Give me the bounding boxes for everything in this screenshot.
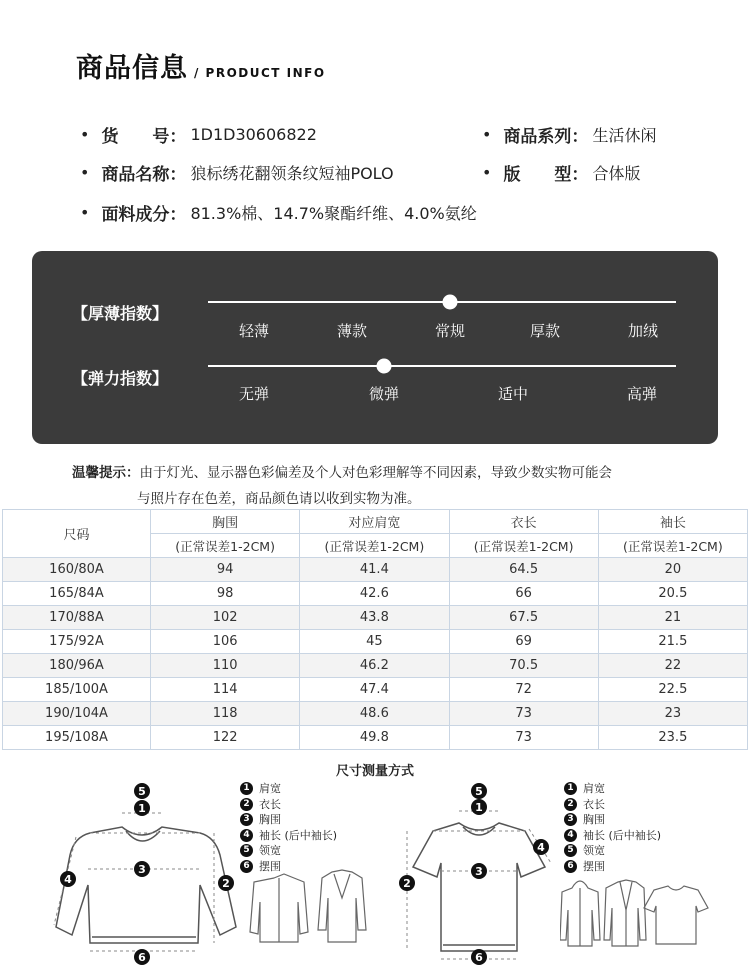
sweater-outline xyxy=(56,827,236,943)
fabric-value: 81.3%棉、14.7%聚酯纤维、4.0%氨纶 xyxy=(190,204,477,223)
table-row xyxy=(3,582,748,606)
table-row xyxy=(3,702,748,726)
size-cell: 165/84A xyxy=(3,582,151,606)
svg-text:2: 2 xyxy=(222,877,230,890)
svg-text:6: 6 xyxy=(475,951,483,964)
tolerance-note: (正常误差1-2CM) xyxy=(300,534,449,558)
legend-number-icon: 3 xyxy=(564,813,577,826)
legend-number-icon: 6 xyxy=(240,860,253,873)
tolerance-note: (正常误差1-2CM) xyxy=(449,534,598,558)
series-label: 商品系列： xyxy=(503,127,589,147)
table-row xyxy=(3,630,748,654)
tshirt-measure-diagram xyxy=(395,775,565,970)
info-item-fabric xyxy=(80,200,477,225)
badge-5-icon xyxy=(134,783,150,799)
measurement-cell: 23.5 xyxy=(598,726,747,750)
elasticity-track xyxy=(208,365,676,367)
measurement-cell: 66 xyxy=(449,582,598,606)
cardigan-icon xyxy=(604,880,646,946)
info-item-series xyxy=(482,122,656,147)
measurement-cell: 69 xyxy=(449,630,598,654)
column-header: 胸围 xyxy=(151,510,300,534)
svg-text:4: 4 xyxy=(64,873,72,886)
badge-3-icon xyxy=(471,863,487,879)
thickness-tick: 加绒 xyxy=(627,322,659,340)
badge-1-icon xyxy=(471,799,487,815)
size-cell: 185/100A xyxy=(3,678,151,702)
legend-text: 领宽 xyxy=(259,844,281,857)
measurement-cell: 45 xyxy=(300,630,449,654)
info-item-fit xyxy=(482,160,640,185)
column-header: 衣长 xyxy=(449,510,598,534)
legend-number-icon: 3 xyxy=(240,813,253,826)
measurement-cell: 94 xyxy=(151,558,300,582)
legend-text: 胸围 xyxy=(259,813,281,826)
legend-number-icon: 5 xyxy=(564,844,577,857)
measurement-cell: 22 xyxy=(598,654,747,678)
svg-text:4: 4 xyxy=(537,841,545,854)
tip-line-1: 由于灯光、显示器色彩偏差及个人对色彩理解等不同因素，导致少数实物可能会 xyxy=(139,465,612,481)
elasticity-label: 【弹力指数】 xyxy=(72,369,169,388)
bullet-icon: • xyxy=(482,125,492,144)
measurement-cell: 43.8 xyxy=(300,606,449,630)
measurement-cell: 110 xyxy=(151,654,300,678)
svg-text:3: 3 xyxy=(475,865,483,878)
bullet-icon: • xyxy=(80,125,90,144)
svg-text:3: 3 xyxy=(138,863,146,876)
badge-6-icon xyxy=(471,949,487,965)
legend-text: 袖长 (后中袖长) xyxy=(583,828,662,842)
size-cell: 170/88A xyxy=(3,606,151,630)
badge-6-icon xyxy=(134,949,150,965)
warm-tip xyxy=(72,460,692,512)
svg-text:5: 5 xyxy=(138,785,146,798)
bullet-icon: • xyxy=(80,203,90,222)
legend-text: 衣长 xyxy=(583,797,605,811)
item-number-value: 1D1D30606822 xyxy=(190,125,317,144)
bullet-icon: • xyxy=(80,163,90,182)
legend-text: 领宽 xyxy=(583,844,605,857)
legend-number-icon: 1 xyxy=(240,782,253,795)
svg-text:5: 5 xyxy=(475,785,483,798)
item-number-label: 货 号： xyxy=(101,127,187,147)
series-value: 生活休闲 xyxy=(592,126,657,145)
measurement-cell: 102 xyxy=(151,606,300,630)
table-row xyxy=(3,654,748,678)
size-table-body xyxy=(3,558,748,750)
measurement-cell: 41.4 xyxy=(300,558,449,582)
tip-title: 温馨提示： xyxy=(72,465,140,481)
measurement-cell: 73 xyxy=(449,726,598,750)
size-header: 尺码 xyxy=(3,510,151,558)
measurement-title: 尺寸测量方式 xyxy=(335,764,414,779)
fit-value: 合体版 xyxy=(592,164,641,183)
title-en: / PRODUCT INFO xyxy=(194,66,326,80)
legend-text: 衣长 xyxy=(259,797,281,811)
svg-text:1: 1 xyxy=(475,801,483,814)
svg-text:2: 2 xyxy=(403,877,411,890)
tshirt-outline xyxy=(413,823,545,951)
measurement-cell: 70.5 xyxy=(449,654,598,678)
legend-text: 胸围 xyxy=(583,813,605,826)
thickness-label: 【厚薄指数】 xyxy=(72,304,169,323)
fabric-label: 面料成分： xyxy=(101,205,187,225)
thickness-tick: 薄款 xyxy=(336,322,368,340)
badge-5-icon xyxy=(471,783,487,799)
measurement-cell: 64.5 xyxy=(449,558,598,582)
measurement-cell: 20 xyxy=(598,558,747,582)
legend-number-icon: 1 xyxy=(564,782,577,795)
measurement-cell: 22.5 xyxy=(598,678,747,702)
left-legend xyxy=(240,781,337,874)
measurement-cell: 21 xyxy=(598,606,747,630)
measurement-cell: 49.8 xyxy=(300,726,449,750)
thickness-tick: 常规 xyxy=(434,322,466,340)
size-cell: 175/92A xyxy=(3,630,151,654)
legend-text: 肩宽 xyxy=(583,782,605,795)
measurement-cell: 98 xyxy=(151,582,300,606)
thickness-tick: 厚款 xyxy=(529,322,561,340)
fit-label: 版 型： xyxy=(503,165,589,185)
title-zh: 商品信息 xyxy=(76,53,188,84)
badge-4-icon xyxy=(60,871,76,887)
tshirt-icon xyxy=(644,886,708,944)
legend-number-icon: 2 xyxy=(240,798,253,811)
table-row xyxy=(3,726,748,750)
tip-line-2: 与照片存在色差，商品颜色请以收到实物为准。 xyxy=(137,491,421,507)
svg-text:6: 6 xyxy=(138,951,146,964)
elasticity-tick: 高弹 xyxy=(626,385,658,403)
name-label: 商品名称： xyxy=(101,165,187,185)
right-legend xyxy=(564,781,661,874)
thickness-tick: 轻薄 xyxy=(238,322,270,340)
blazer-icon xyxy=(318,870,366,942)
legend-text: 摆围 xyxy=(583,859,605,873)
measurement-cell: 114 xyxy=(151,678,300,702)
index-panel xyxy=(32,251,718,444)
legend-number-icon: 5 xyxy=(240,844,253,857)
jacket-thumbnails xyxy=(248,868,368,950)
legend-number-icon: 4 xyxy=(240,829,253,842)
legend-text: 肩宽 xyxy=(259,782,281,795)
measurement-cell: 106 xyxy=(151,630,300,654)
badge-4-icon xyxy=(533,839,549,855)
measurement-cell: 20.5 xyxy=(598,582,747,606)
legend-number-icon: 4 xyxy=(564,829,577,842)
tolerance-note: (正常误差1-2CM) xyxy=(151,534,300,558)
badge-1-icon xyxy=(134,800,150,816)
column-header: 袖长 xyxy=(598,510,747,534)
badge-2-icon xyxy=(399,875,415,891)
legend-text: 摆围 xyxy=(259,859,281,873)
svg-text:1: 1 xyxy=(138,802,146,815)
tolerance-note: (正常误差1-2CM) xyxy=(598,534,747,558)
measurement-cell: 118 xyxy=(151,702,300,726)
info-item-name xyxy=(80,160,394,185)
size-cell: 195/108A xyxy=(3,726,151,750)
legend-number-icon: 6 xyxy=(564,860,577,873)
denim-jacket-icon xyxy=(250,874,308,942)
bullet-icon: • xyxy=(482,163,492,182)
measurement-cell: 67.5 xyxy=(449,606,598,630)
table-row xyxy=(3,678,748,702)
legend-number-icon: 2 xyxy=(564,798,577,811)
size-cell: 180/96A xyxy=(3,654,151,678)
section-title xyxy=(76,46,326,85)
hoodie-icon xyxy=(560,881,600,946)
size-cell: 160/80A xyxy=(3,558,151,582)
elasticity-tick: 无弹 xyxy=(238,385,270,403)
top-thumbnails xyxy=(560,874,710,950)
sweater-measure-diagram xyxy=(50,775,250,970)
measurement-cell: 122 xyxy=(151,726,300,750)
size-table xyxy=(2,509,748,750)
elasticity-indicator xyxy=(377,359,392,374)
measurement-cell: 42.6 xyxy=(300,582,449,606)
legend-text: 袖长 (后中袖长) xyxy=(259,828,338,842)
measurement-cell: 23 xyxy=(598,702,747,726)
measurement-cell: 47.4 xyxy=(300,678,449,702)
elasticity-tick: 适中 xyxy=(497,385,529,403)
measurement-cell: 73 xyxy=(449,702,598,726)
size-cell: 190/104A xyxy=(3,702,151,726)
measurement-cell: 48.6 xyxy=(300,702,449,726)
badge-3-icon xyxy=(134,861,150,877)
info-item-number xyxy=(80,122,317,147)
measurement-cell: 21.5 xyxy=(598,630,747,654)
column-header: 对应肩宽 xyxy=(300,510,449,534)
table-row xyxy=(3,558,748,582)
measurement-cell: 46.2 xyxy=(300,654,449,678)
badge-2-icon xyxy=(218,875,234,891)
thickness-indicator xyxy=(443,295,458,310)
elasticity-tick: 微弹 xyxy=(368,385,400,403)
name-value: 狼标绣花翻领条纹短袖POLO xyxy=(190,164,394,183)
table-row xyxy=(3,606,748,630)
measurement-cell: 72 xyxy=(449,678,598,702)
